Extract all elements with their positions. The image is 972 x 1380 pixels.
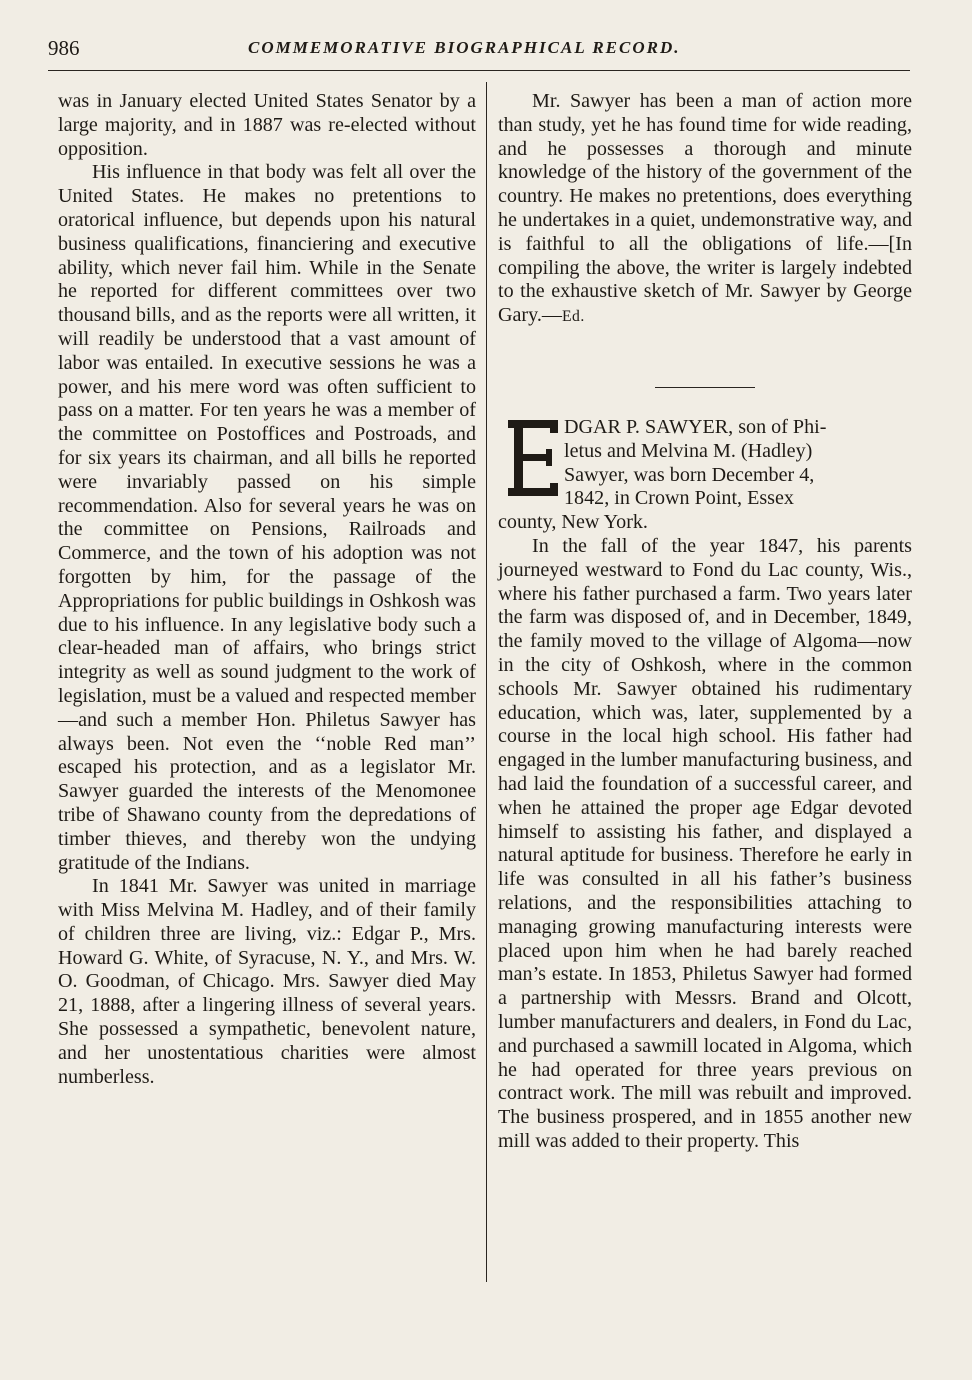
paragraph: In 1841 Mr. Sawyer was united in marriage with Miss Melvina M. Hadley, and of their family of children three are living, viz.: Edgar P., Mrs. Howard G. White, of Syracuse, N. Y., and Mrs. W. O. Goodman, of Chicago. Mrs. Sawyer died May 21, 1888, after a lingering illness of several years. She possessed a sympathetic, benevolent nature, and her unostentatious charities were almost numberless. — [58, 875, 476, 1088]
section-edgar-sawyer — [498, 416, 912, 1154]
lead-line: 1842, in Crown Point, Essex — [564, 487, 794, 510]
editor-abbrev: Ed. — [561, 308, 585, 326]
paragraph-text: Mr. Sawyer has been a man of action more than study, yet he has found time for wide reading, and he possesses a thorough and minute knowledge of the history of the government of the country. He makes no pretentions, does everything he undertakes in a quiet, undemonstrative way, and is faithful to all the obligations of life.—[In compiling the above, the writer is largely indebted to the exhaustive sketch of Mr. Sawyer by George Gary.— — [498, 90, 912, 327]
lead-line: county, New York. — [498, 511, 648, 534]
section-separator — [655, 387, 755, 388]
page-header — [48, 36, 910, 64]
lead-line: Sawyer, was born December 4, — [564, 463, 815, 486]
column-divider — [486, 82, 487, 1282]
paragraph — [498, 90, 912, 329]
lead-line: DGAR P. SAWYER, son of Phi- — [564, 416, 827, 438]
right-column — [498, 90, 912, 329]
paragraph: His influence in that body was felt all over the United States. He makes no pretentions to oratorical influence, but depends upon his natural business qualifications, financiering and executive ability, which never fail him. While in the Senate he reported for different committees over two thousand bills, and as the reports were all written, it will readily be understood that a vast amount of labor was entailed. In executive sessions he was a power, and his mere word was often sufficient to pass on a matter. For ten years he was a member of the committee on Postoffices and Postroads, and for six years its chairman, and all bills he reported were invariably passed on his simple recommendation. Also for several years he was on the committee on Pensions, Railroads and Commerce, and the town of his adoption was not forgotten by him, for the passage of the Appropriations for public buildings in Oshkosh was due to his influence. In any legislative body such a clear-headed man of affairs, who brings strict integrity as well as sound judgment to the work of legislation, must be a valued and respected member—and such a member Hon. Philetus Sawyer has always been. Not even the ‘‘noble Red man’’ escaped his protection, and as a legislator Mr. Sawyer guarded the interests of the Menomonee tribe of Shawano county from the depredations of timber thieves, and thereby won the undying gratitude of the Indians. — [58, 161, 476, 874]
paragraph: In the fall of the year 1847, his parents journeyed westward to Fond du Lac county, Wis., where his father purchased a farm. Two years later the farm was disposed of, and in December, 1849, the family moved to the village of Algoma—now in the city of Oshkosh, where in the common schools Mr. Sawyer obtained his rudimentary education, which was, later, supplemented by a course in the local high school. His father had engaged in the lumber manufacturing business, and had laid the foundation of a successful career, and when he attained the proper age Edgar devoted himself to assisting his father, and displayed a natural aptitude for business. Therefore he early in life was consulted in all his father’s business relations, and the responsibilities attaching to managing growing manufacturing interests were placed upon him when he had barely reached man’s estate. In 1853, Philetus Sawyer had formed a partnership with Messrs. Brand and Olcott, lumber manufacturers and dealers, in Fond du Lac, and purchased a sawmill located in Algoma, which he had operated for three years previous on contract work. The mill was rebuilt and improved. The business prospered, and in 1855 another new mill was added to their property. This — [498, 534, 912, 1152]
paragraph: was in January elected United States Senator by a large majority, and in 1887 was re-elected without opposition. — [58, 90, 476, 160]
left-column — [58, 90, 476, 1089]
header-rule — [48, 70, 910, 71]
lead-line: letus and Melvina M. (Hadley) — [564, 439, 813, 462]
running-head: COMMEMORATIVE BIOGRAPHICAL RECORD. — [248, 38, 681, 57]
page-number: 986 — [48, 36, 80, 60]
